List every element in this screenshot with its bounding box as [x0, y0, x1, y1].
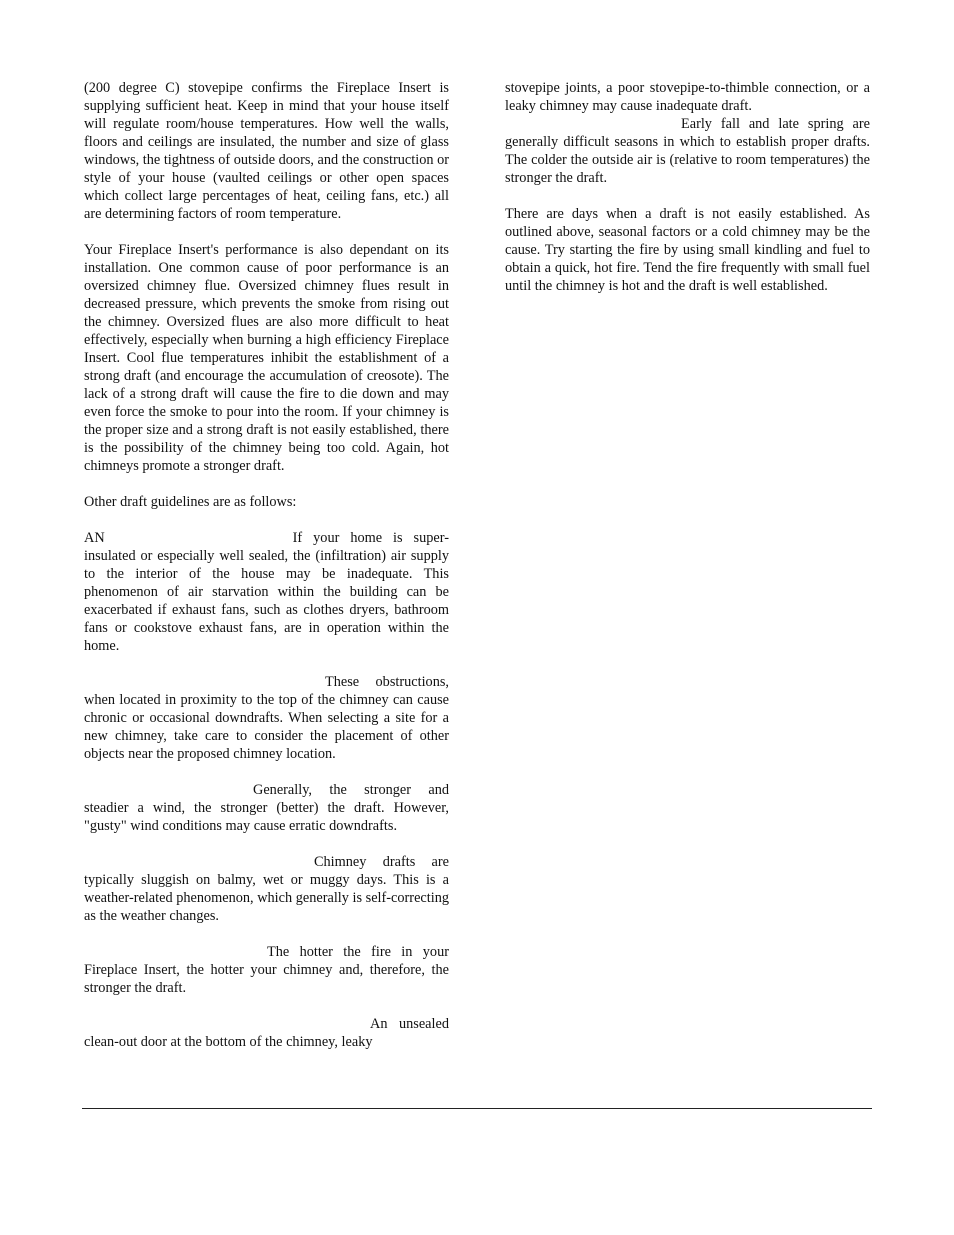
paragraph-stovepipe-heat: (200 degree C) stovepipe confirms the Fireplace Insert is supplying sufficient heat. Keep in mind that your house itself will regulate room/house temperatures. How well the walls, floors and ceilings are insulated, the number and size of glass windows, the tightness of outside doors, and the construction or style of your house (vaulted ceilings or other open spaces which collect large percentages of heat, ceiling fans, etc.) all are determining factors of room temperature. — [84, 80, 449, 222]
paragraph-installation-performance: Your Fireplace Insert's performance is also dependant on its installation. One common cause of poor performance is an oversized chimney flue. Oversized chimney flues result in decreased pressure, which prevents the smoke from rising out the chimney. Oversized flues are also more difficult to heat effectively, especially when burning a high efficiency Fireplace Insert. Cool flue temperatures inhibit the establishment of a strong draft (and encourage the accumulation of creosote). The lack of a strong draft will cause the fire to die down and may even force the smoke to pour into the room. If your chimney is the proper size and a strong draft is not easily established, there is the possibility of the chimney being too cold. Again, hot chimneys promote a stronger draft. — [84, 242, 449, 474]
paragraph-difficult-draft-days: There are days when a draft is not easily established. As outlined above, seasonal factors or a cold chimney may be the cause. Try starting the fire by using small kindling and fuel to obtain a quick, hot fire. Tend the fire frequently with small fuel until the chimney is hot and the draft is well established. — [505, 206, 870, 294]
guideline-obstructions-text: These obstructions, when located in proximity to the top of the chimney can cause chronic or occasional downdrafts. When selecting a site for a new chimney, take care to consider the placement of other objects near the proposed chimney location. — [84, 674, 449, 762]
right-column — [505, 79, 870, 313]
guideline-air-supply-text: If your home is super-insulated or especially well sealed, the (infiltration) air supply to the interior of the house may be inadequate. This phenomenon of air starvation within the building can be exacerbated if exhaust fans, such as clothes dryers, bathroom fans or cookstove exhaust fans, are in operation within the home. — [84, 530, 449, 654]
guideline-leaks-continued: stovepipe joints, a poor stovepipe-to-thimble connection, or a leaky chimney may cause inadequate draft. — [505, 80, 870, 114]
guideline-wind-text: Generally, the stronger and steadier a wind, the stronger (better) the draft. However, "gusty" wind conditions may cause erratic downdrafts. — [84, 782, 449, 834]
guideline-weather — [84, 853, 449, 925]
guideline-leaks — [84, 1015, 449, 1051]
footer-divider — [82, 1108, 872, 1109]
guideline-seasons-text: Early fall and late spring are generally difficult seasons in which to establish proper drafts. The colder the outside air is (relative to room temperatures) the stronger the draft. — [505, 116, 870, 186]
guideline-seasons — [505, 115, 870, 187]
guideline-leaks-text: An unsealed clean-out door at the bottom of the chimney, leaky — [84, 1016, 449, 1050]
guideline-wind — [84, 781, 449, 835]
left-column — [84, 79, 449, 1051]
guideline-obstructions — [84, 673, 449, 763]
guideline-weather-text: Chimney drafts are typically sluggish on balmy, wet or muggy days. This is a weather-related phenomenon, which generally is self-correcting as the weather changes. — [84, 854, 449, 924]
guideline-air-supply-lead: AN — [84, 530, 105, 546]
paragraph-draft-guidelines-intro: Other draft guidelines are as follows: — [84, 494, 297, 510]
guideline-fire-temperature — [84, 943, 449, 997]
guideline-air-supply — [84, 529, 449, 655]
guideline-fire-temperature-text: The hotter the fire in your Fireplace Insert, the hotter your chimney and, therefore, the stronger the draft. — [84, 944, 449, 996]
